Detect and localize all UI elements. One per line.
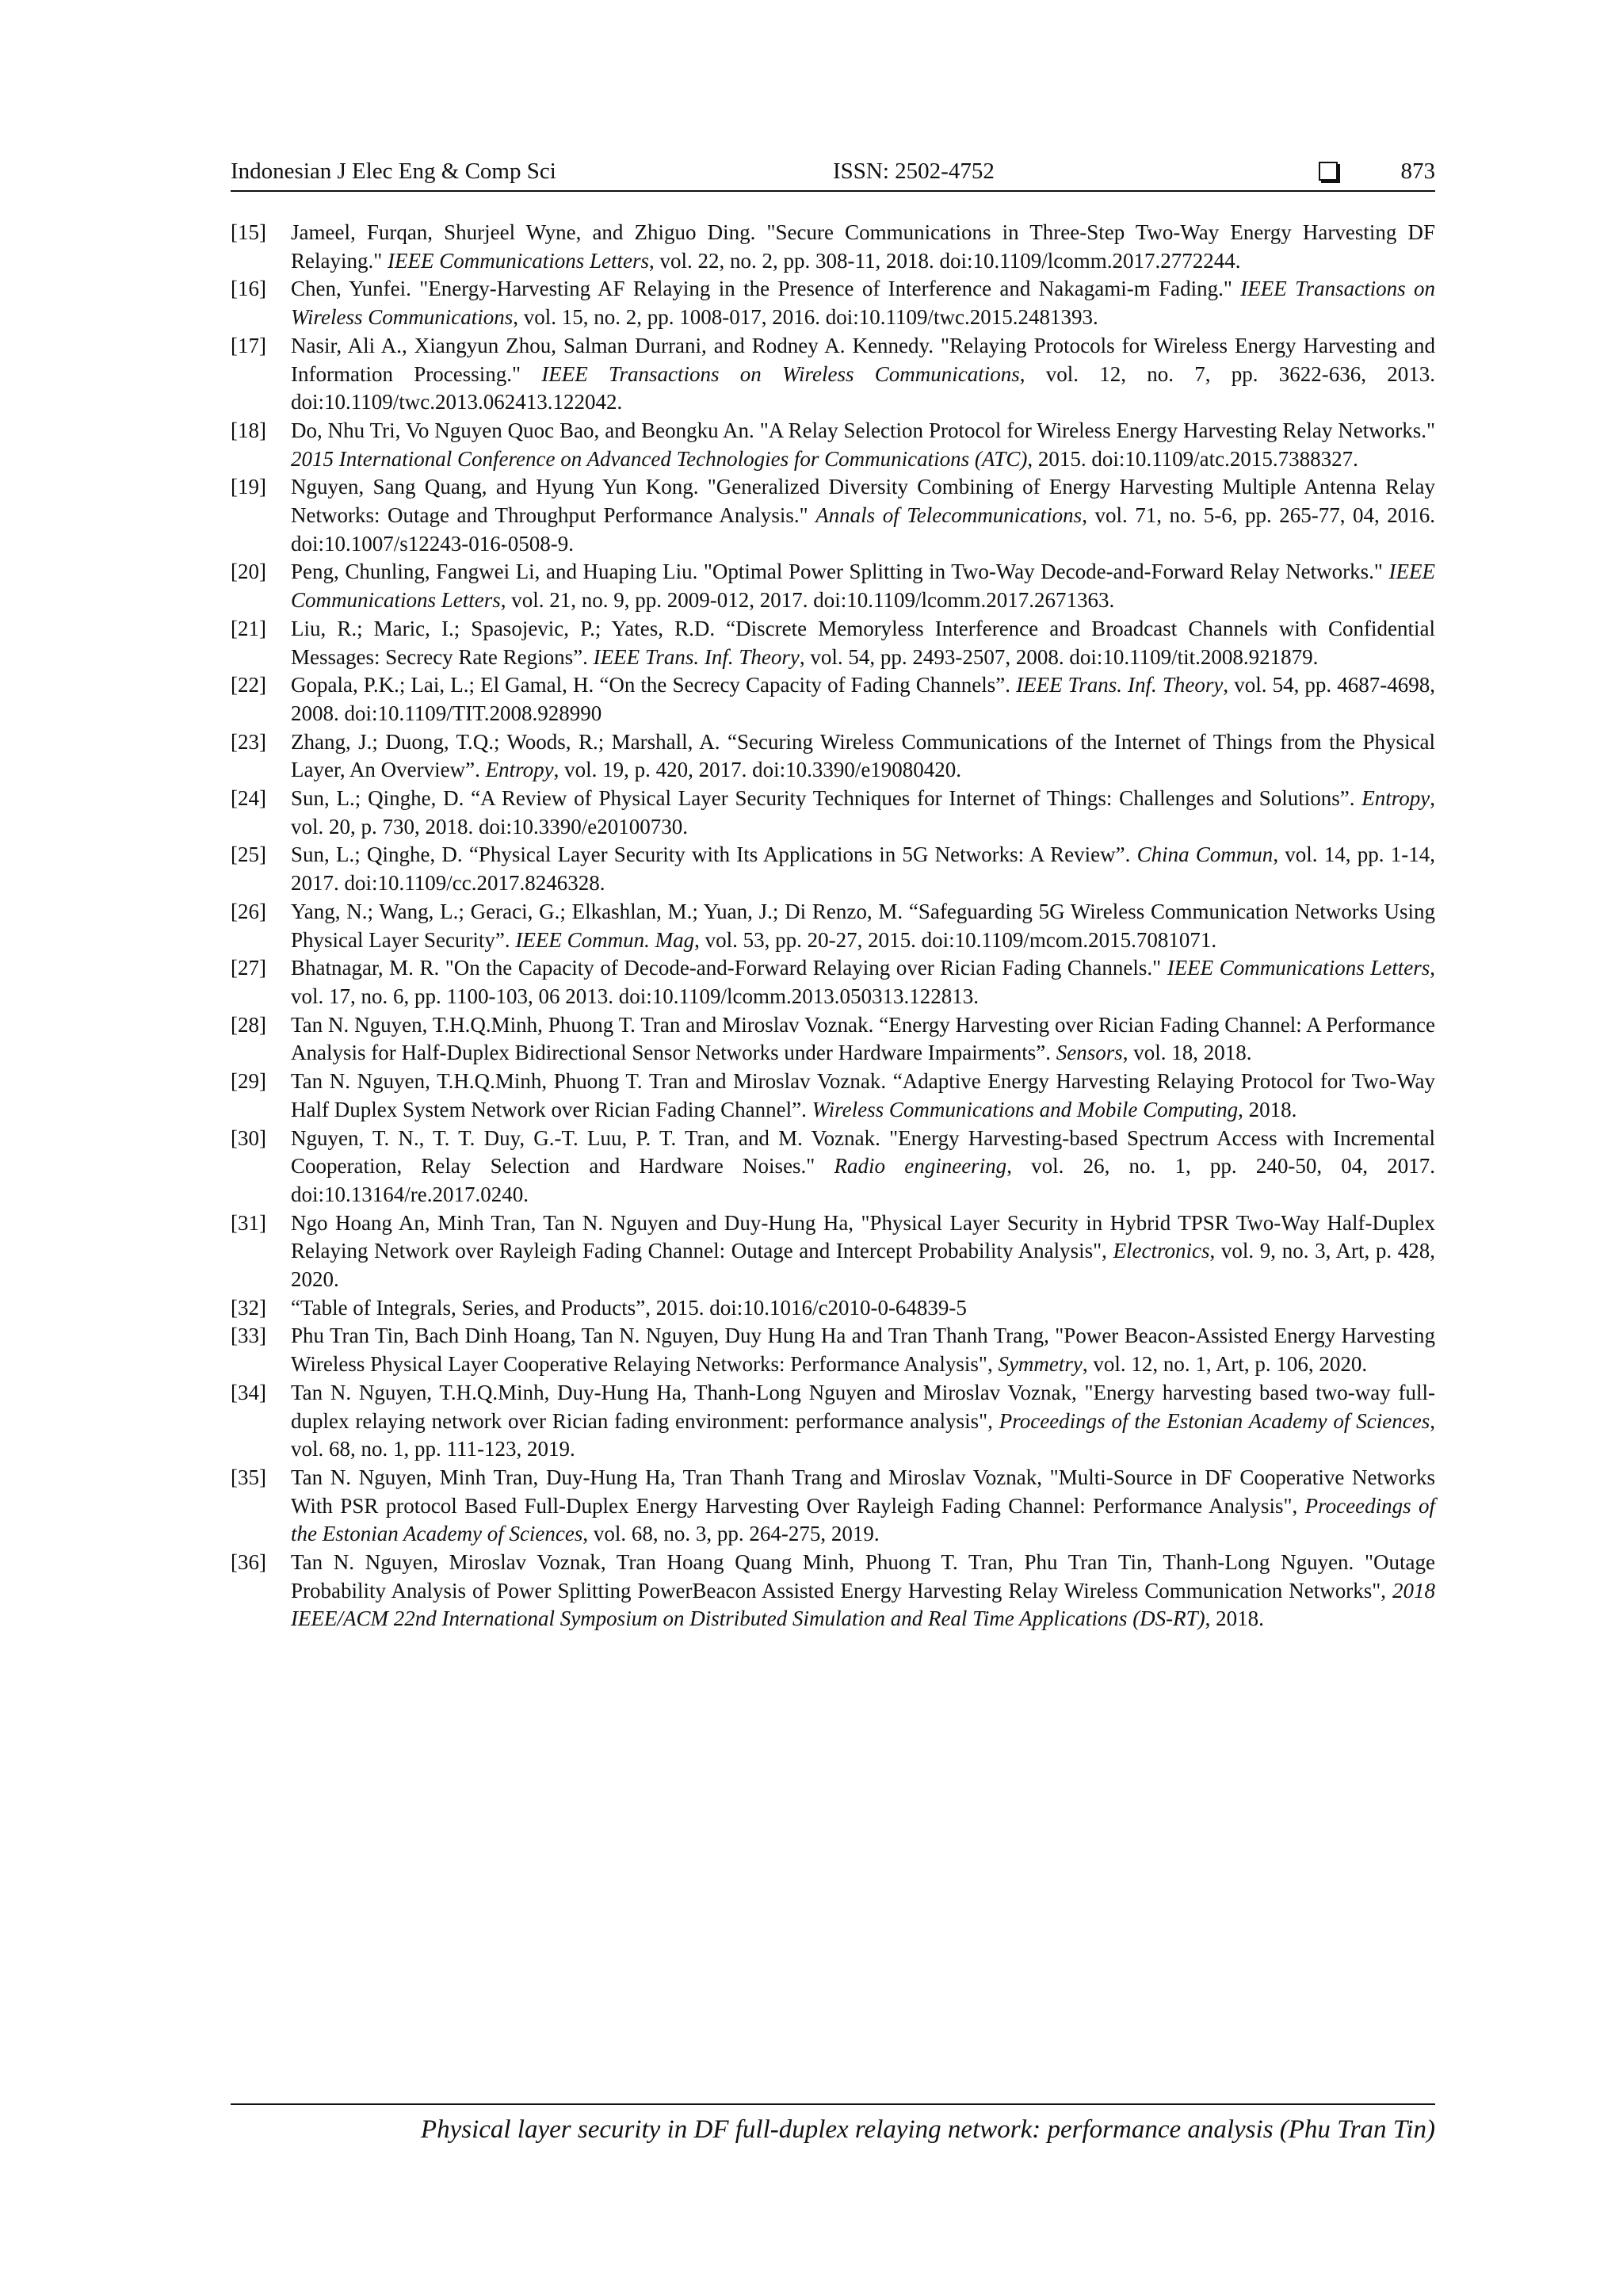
reference-venue: IEEE Transactions on Wireless Communications bbox=[541, 361, 1020, 386]
reference-item bbox=[231, 841, 1435, 897]
reference-number: [21] bbox=[231, 616, 266, 640]
footer-divider bbox=[231, 2103, 1435, 2105]
reference-number: [34] bbox=[231, 1380, 266, 1404]
reference-item bbox=[231, 1068, 1435, 1124]
journal-name: Indonesian J Elec Eng & Comp Sci bbox=[231, 159, 556, 184]
reference-details: , vol. 9, no. 3, Art, p. 428, 2020. bbox=[291, 1239, 1435, 1292]
reference-item bbox=[231, 1379, 1435, 1464]
reference-text bbox=[291, 1324, 1435, 1376]
reference-venue: IEEE Trans. Inf. Theory bbox=[1016, 673, 1224, 697]
reference-number: [23] bbox=[231, 729, 266, 754]
reference-venue: Symmetry bbox=[998, 1352, 1083, 1377]
reference-venue: 2015 International Conference on Advanced Technologies for Communications (ATC) bbox=[291, 446, 1028, 471]
page-number: 873 bbox=[1400, 159, 1435, 184]
reference-text bbox=[291, 475, 1435, 555]
header-divider bbox=[231, 190, 1435, 192]
reference-number: [31] bbox=[231, 1210, 266, 1235]
reference-text bbox=[291, 1381, 1435, 1461]
reference-venue: Proceedings of the Estonian Academy of Sciences bbox=[999, 1408, 1430, 1433]
reference-details: , vol. 26, no. 1, pp. 240-50, 04, 2017. doi:10.13164/re.2017.0240. bbox=[291, 1154, 1435, 1206]
reference-list bbox=[231, 219, 1435, 1633]
reference-authors-title: Peng, Chunling, Fangwei Li, and Huaping Liu. "Optimal Power Splitting in Two-Way Decode-and-Forward Relay Networks." bbox=[291, 560, 1389, 584]
reference-text bbox=[291, 730, 1435, 782]
reference-number: [35] bbox=[231, 1465, 266, 1489]
reference-text bbox=[291, 277, 1435, 329]
reference-item bbox=[231, 1549, 1435, 1633]
reference-authors-title: “Table of Integrals, Series, and Products”, 2015. doi:10.1016/c2010-0-64839-5 bbox=[291, 1295, 967, 1320]
reference-details: , vol. 71, no. 5-6, pp. 265-77, 04, 2016. doi:10.1007/s12243-016-0508-9. bbox=[291, 503, 1435, 556]
reference-text bbox=[291, 842, 1435, 895]
reference-text bbox=[291, 1296, 967, 1320]
reference-text bbox=[291, 1126, 1435, 1206]
reference-authors-title: Yang, N.; Wang, L.; Geraci, G.; Elkashlan, M.; Yuan, J.; Di Renzo, M. “Safeguarding 5G Wireless Communication Networks Using Physical Layer Security”. bbox=[291, 899, 1435, 952]
reference-item bbox=[231, 473, 1435, 558]
reference-authors-title: Nasir, Ali A., Xiangyun Zhou, Salman Durrani, and Rodney A. Kennedy. "Relaying Protocols for Wireless Energy Harvesting and Information Processing." bbox=[291, 333, 1435, 386]
reference-authors-title: Phu Tran Tin, Bach Dinh Hoang, Tan N. Nguyen, Duy Hung Ha and Tran Thanh Trang, "Power Beacon-Assisted Energy Harvesting Wireless Physical Layer Cooperative Relaying Networks: Performance Analysis", bbox=[291, 1324, 1435, 1377]
reference-text bbox=[291, 560, 1435, 612]
reference-item bbox=[231, 785, 1435, 841]
reference-details: , 2018. bbox=[1205, 1606, 1264, 1631]
reference-venue: 2018 IEEE/ACM 22nd International Symposium on Distributed Simulation and Real Time Applications (DS-RT) bbox=[291, 1578, 1435, 1631]
square-box-icon bbox=[1319, 162, 1338, 181]
reference-details: , vol. 68, no. 1, pp. 111-123, 2019. bbox=[291, 1408, 1435, 1461]
reference-details: , vol. 21, no. 9, pp. 2009-012, 2017. doi:10.1109/lcomm.2017.2671363. bbox=[500, 588, 1115, 613]
reference-details: , 2018. bbox=[1238, 1097, 1297, 1121]
reference-authors-title: Chen, Yunfei. "Energy-Harvesting AF Relaying in the Presence of Interference and Nakagami-m Fading." bbox=[291, 277, 1241, 301]
reference-authors-title: Liu, R.; Maric, I.; Spasojevic, P.; Yates, R.D. “Discrete Memoryless Interference and Broadcast Channels with Confidential Messages: Secrecy Rate Regions”. bbox=[291, 616, 1435, 669]
reference-text bbox=[291, 786, 1435, 839]
reference-details: , vol. 12, no. 1, Art, p. 106, 2020. bbox=[1082, 1352, 1368, 1377]
running-footer: Physical layer security in DF full-duplex relaying network: performance analysis (Phu Tran Tin) bbox=[420, 2115, 1435, 2144]
reference-item bbox=[231, 1011, 1435, 1068]
reference-item bbox=[231, 1464, 1435, 1549]
reference-authors-title: Tan N. Nguyen, Minh Tran, Duy-Hung Ha, Tran Thanh Trang and Miroslav Voznak, "Multi-Source in DF Cooperative Networks With PSR protocol Based Full-Duplex Energy Harvesting Over Rayleigh Fading Channel: Performance Analysis", bbox=[291, 1465, 1435, 1518]
reference-details: , vol. 22, no. 2, pp. 308-11, 2018. doi:10.1109/lcomm.2017.2772244. bbox=[649, 248, 1241, 273]
reference-number: [20] bbox=[231, 560, 266, 584]
reference-authors-title: Sun, L.; Qinghe, D. “A Review of Physical Layer Security Techniques for Internet of Things: Challenges and Solutions”. bbox=[291, 786, 1362, 811]
reference-venue: IEEE Transactions on Wireless Communications bbox=[291, 277, 1435, 330]
reference-venue: Electronics bbox=[1113, 1239, 1210, 1263]
reference-details: , 2015. doi:10.1109/atc.2015.7388327. bbox=[1027, 446, 1358, 471]
reference-number: [22] bbox=[231, 673, 266, 697]
reference-venue: Proceedings of the Estonian Academy of Sciences bbox=[291, 1493, 1435, 1546]
reference-authors-title: Ngo Hoang An, Minh Tran, Tan N. Nguyen and Duy-Hung Ha, "Physical Layer Security in Hybrid TPSR Two-Way Half-Duplex Relaying Network over Rayleigh Fading Channel: Outage and Intercept Probability Analysis", bbox=[291, 1210, 1435, 1263]
reference-item bbox=[231, 275, 1435, 331]
reference-authors-title: Tan N. Nguyen, Miroslav Voznak, Tran Hoang Quang Minh, Phuong T. Tran, Phu Tran Tin, Thanh-Long Nguyen. "Outage Probability Analysis of Power Splitting PowerBeacon Assisted Energy Harvesting Relay Wireless Communication Networks", bbox=[291, 1550, 1435, 1603]
reference-number: [36] bbox=[231, 1550, 266, 1575]
reference-item bbox=[231, 1209, 1435, 1294]
reference-details: , vol. 15, no. 2, pp. 1008-017, 2016. doi:10.1109/twc.2015.2481393. bbox=[513, 305, 1098, 330]
reference-authors-title: Nguyen, Sang Quang, and Hyung Yun Kong. "Generalized Diversity Combining of Energy Harvesting Multiple Antenna Relay Networks: Outage and Throughput Performance Analysis." bbox=[291, 475, 1435, 528]
reference-number: [32] bbox=[231, 1295, 266, 1320]
reference-authors-title: Bhatnagar, M. R. "On the Capacity of Decode-and-Forward Relaying over Rician Fading Channels." bbox=[291, 956, 1167, 980]
reference-authors-title: Tan N. Nguyen, T.H.Q.Minh, Duy-Hung Ha, Thanh-Long Nguyen and Miroslav Voznak, "Energy harvesting based two-way full-duplex relaying network over Rician fading environment: performance analysis", bbox=[291, 1380, 1435, 1433]
reference-text bbox=[291, 900, 1435, 952]
reference-item bbox=[231, 898, 1435, 954]
reference-text bbox=[291, 617, 1435, 669]
reference-authors-title: Nguyen, T. N., T. T. Duy, G.-T. Luu, P. T. Tran, and M. Voznak. "Energy Harvesting-based Spectrum Access with Incremental Cooperation, Relay Selection and Hardware Noises." bbox=[291, 1125, 1435, 1179]
reference-details: , vol. 14, pp. 1-14, 2017. doi:10.1109/cc.2017.8246328. bbox=[291, 842, 1435, 896]
reference-venue: IEEE Communications Letters bbox=[291, 560, 1435, 613]
reference-venue: IEEE Communications Letters bbox=[1167, 956, 1430, 980]
reference-details: , vol. 12, no. 7, pp. 3622-636, 2013. doi:10.1109/twc.2013.062413.122042. bbox=[291, 361, 1436, 415]
reference-authors-title: Sun, L.; Qinghe, D. “Physical Layer Security with Its Applications in 5G Networks: A Review”. bbox=[291, 842, 1137, 867]
reference-number: [16] bbox=[231, 277, 266, 301]
reference-venue: IEEE Communications Letters bbox=[388, 248, 649, 273]
reference-details: , vol. 17, no. 6, pp. 1100-103, 06 2013. doi:10.1109/lcomm.2013.050313.122813. bbox=[291, 956, 1435, 1008]
reference-authors-title: Zhang, J.; Duong, T.Q.; Woods, R.; Marshall, A. “Securing Wireless Communications of the Internet of Things from the Physical Layer, An Overview”. bbox=[291, 729, 1435, 782]
reference-venue: Entropy bbox=[485, 758, 554, 782]
reference-number: [18] bbox=[231, 418, 266, 442]
reference-number: [33] bbox=[231, 1324, 266, 1348]
reference-item bbox=[231, 1294, 1435, 1323]
reference-venue: Wireless Communications and Mobile Computing bbox=[812, 1097, 1239, 1121]
reference-text bbox=[291, 956, 1435, 1008]
reference-number: [15] bbox=[231, 220, 266, 244]
reference-details: , vol. 20, p. 730, 2018. doi:10.3390/e20100730. bbox=[291, 786, 1435, 839]
reference-number: [28] bbox=[231, 1012, 266, 1037]
reference-number: [30] bbox=[231, 1125, 266, 1150]
reference-number: [25] bbox=[231, 842, 266, 867]
reference-text bbox=[291, 673, 1435, 725]
reference-text bbox=[291, 334, 1435, 414]
reference-authors-title: Do, Nhu Tri, Vo Nguyen Quoc Bao, and Beongku An. "A Relay Selection Protocol for Wireless Energy Harvesting Relay Networks." bbox=[291, 418, 1435, 442]
reference-venue: Sensors bbox=[1056, 1041, 1123, 1065]
reference-item bbox=[231, 615, 1435, 671]
reference-venue: Radio engineering bbox=[834, 1154, 1007, 1179]
reference-text bbox=[291, 1211, 1435, 1291]
reference-authors-title: Tan N. Nguyen, T.H.Q.Minh, Phuong T. Tran and Miroslav Voznak. “Adaptive Energy Harvesting Relaying Protocol for Two-Way Half Duplex System Network over Rician Fading Channel”. bbox=[291, 1069, 1435, 1121]
reference-item bbox=[231, 728, 1435, 785]
reference-item bbox=[231, 417, 1435, 473]
reference-details: , vol. 18, 2018. bbox=[1122, 1041, 1252, 1065]
reference-venue: IEEE Commun. Mag bbox=[515, 927, 695, 952]
reference-item bbox=[231, 671, 1435, 728]
reference-details: , vol. 54, pp. 4687-4698, 2008. doi:10.1109/TIT.2008.928990 bbox=[291, 673, 1435, 725]
reference-details: , vol. 54, pp. 2493-2507, 2008. doi:10.1109/tit.2008.921879. bbox=[799, 644, 1319, 669]
reference-authors-title: Gopala, P.K.; Lai, L.; El Gamal, H. “On the Secrecy Capacity of Fading Channels”. bbox=[291, 673, 1017, 697]
reference-authors-title: Tan N. Nguyen, T.H.Q.Minh, Phuong T. Tran and Miroslav Voznak. “Energy Harvesting over Rician Fading Channel: A Performance Analysis for Half-Duplex Bidirectional Sensor Networks under Hardware Impairments”. bbox=[291, 1012, 1435, 1065]
reference-venue: IEEE Trans. Inf. Theory bbox=[593, 644, 800, 669]
reference-text bbox=[291, 1069, 1435, 1121]
reference-venue: Entropy bbox=[1361, 786, 1430, 811]
reference-number: [19] bbox=[231, 475, 266, 499]
issn: ISSN: 2502-4752 bbox=[833, 159, 995, 184]
reference-number: [26] bbox=[231, 899, 266, 923]
reference-item bbox=[231, 1125, 1435, 1209]
reference-text bbox=[291, 1465, 1435, 1545]
reference-item bbox=[231, 1322, 1435, 1378]
page-header bbox=[231, 155, 1435, 187]
reference-details: , vol. 19, p. 420, 2017. doi:10.3390/e19080420. bbox=[553, 758, 962, 782]
reference-number: [17] bbox=[231, 333, 266, 357]
reference-item bbox=[231, 558, 1435, 614]
reference-text bbox=[291, 1013, 1435, 1065]
reference-venue: China Commun bbox=[1136, 842, 1274, 867]
reference-number: [24] bbox=[231, 786, 266, 811]
reference-details: , vol. 53, pp. 20-27, 2015. doi:10.1109/mcom.2015.7081071. bbox=[694, 927, 1217, 952]
reference-authors-title: Jameel, Furqan, Shurjeel Wyne, and Zhiguo Ding. "Secure Communications in Three-Step Two-Way Energy Harvesting DF Relaying." bbox=[291, 220, 1435, 273]
reference-text bbox=[291, 1550, 1435, 1630]
reference-item bbox=[231, 332, 1435, 417]
reference-item bbox=[231, 954, 1435, 1010]
reference-text bbox=[291, 418, 1435, 471]
reference-number: [27] bbox=[231, 956, 266, 980]
reference-text bbox=[291, 220, 1435, 273]
reference-number: [29] bbox=[231, 1069, 266, 1094]
reference-details: , vol. 68, no. 3, pp. 264-275, 2019. bbox=[582, 1522, 880, 1546]
reference-venue: Annals of Telecommunications bbox=[815, 503, 1083, 528]
reference-item bbox=[231, 219, 1435, 275]
